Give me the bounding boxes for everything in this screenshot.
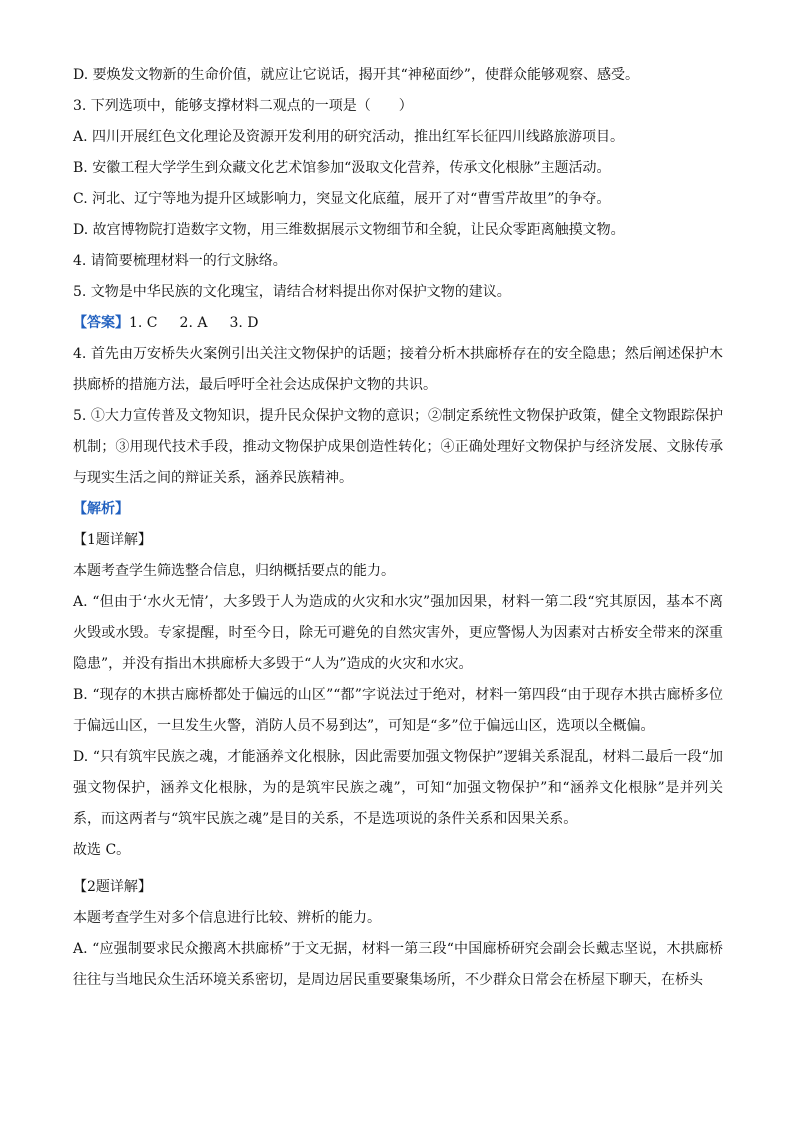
- q3-option-b: B. 安徽工程大学学生到众藏文化艺术馆参加“汲取文化营养，传承文化根脉”主题活动。: [73, 160, 611, 176]
- answer-4: 4. 首先由万安桥失火案例引出关注文物保护的话题；接着分析木拱廊桥存在的安全隐患；然后阐述保护木拱廊桥的措施方法，最后呼吁全社会达成保护文物的共识。: [73, 346, 723, 393]
- answer-2: 2. A: [179, 315, 208, 331]
- q3-option-c: C. 河北、辽宁等地为提升区域影响力，突显文化底蕴，展开了对“曹雪芹故里”的争夺。: [73, 191, 611, 207]
- question-5: 5. 文物是中华民族的文化瑰宝，请结合材料提出你对保护文物的建议。: [73, 284, 511, 300]
- q2-intro: 本题考查学生对多个信息进行比较、辨析的能力。: [73, 910, 381, 926]
- analysis-label: 【解析】: [73, 501, 129, 517]
- q1-intro: 本题考查学生筛选整合信息，归纳概括要点的能力。: [73, 563, 395, 579]
- answer-label: 【答案】: [73, 315, 129, 331]
- answer-3: 3. D: [229, 315, 259, 331]
- document-page: [73, 60, 723, 996]
- question-3: 3. 下列选项中，能够支撑材料二观点的一项是（ ）: [73, 98, 413, 114]
- q2-detail-title: 【2题详解】: [73, 879, 152, 895]
- q1-analysis-a: A. “但由于‘水火无情’，大多毁于人为造成的火灾和水灾”强加因果，材料一第二段“究其原因，基本不离火毁或水毁。专家提醒，时至今日，除无可避免的自然灾害外，更应警惕人为因素对古桥安全带来的深重隐患”，并没有指出木拱廊桥大多毁于“人为”造成的火灾和水灾。: [73, 594, 723, 672]
- answer-1: 1. C: [129, 315, 158, 331]
- answer-line: [73, 308, 723, 339]
- q2-analysis-a: A. “应强制要求民众搬离木拱廊桥”于文无据，材料一第三段“中国廊桥研究会副会长戴志坚说，木拱廊桥往往与当地民众生活环境关系密切，是周边居民重要聚集场所，不少群众日常会在桥屋下聊天，在桥头: [73, 941, 723, 988]
- q1-conclusion: 故选 C。: [73, 842, 131, 858]
- q3-option-d: D. 故宫博物院打造数字文物，用三维数据展示文物细节和全貌，让民众零距离触摸文物。: [73, 222, 625, 238]
- q3-option-a: A. 四川开展红色文化理论及资源开发利用的研究活动，推出红军长征四川线路旅游项目。: [73, 129, 625, 145]
- answer-5: 5. ①大力宣传普及文物知识，提升民众保护文物的意识；②制定系统性文物保护政策，健全文物跟踪保护机制；③用现代技术手段，推动文物保护成果创造性转化；④正确处理好文物保护与经济发展、文脉传承与现实生活之间的辩证关系，涵养民族精神。: [73, 408, 723, 486]
- q1-detail-title: 【1题详解】: [73, 532, 152, 548]
- q1-analysis-d: D. “只有筑牢民族之魂，才能涵养文化根脉，因此需要加强文物保护”逻辑关系混乱，材料二最后一段“加强文物保护，涵养文化根脉，为的是筑牢民族之魂”，可知“加强文物保护”和“涵养文化根脉”是并列关系，而这两者与“筑牢民族之魂”是目的关系，不是选项说的条件关系和因果关系。: [73, 749, 723, 827]
- option-d-q2: D. 要焕发文物新的生命价值，就应让它说话，揭开其“神秘面纱”，使群众能够观察、感受。: [73, 67, 639, 83]
- q1-analysis-b: B. “现存的木拱古廊桥都处于偏远的山区”“都”字说法过于绝对，材料一第四段“由于现存木拱古廊桥多位于偏远山区，一旦发生火警，消防人员不易到达”，可知是“多”位于偏远山区，选项以全概偏。: [73, 687, 723, 734]
- question-4: 4. 请简要梳理材料一的行文脉络。: [73, 253, 287, 269]
